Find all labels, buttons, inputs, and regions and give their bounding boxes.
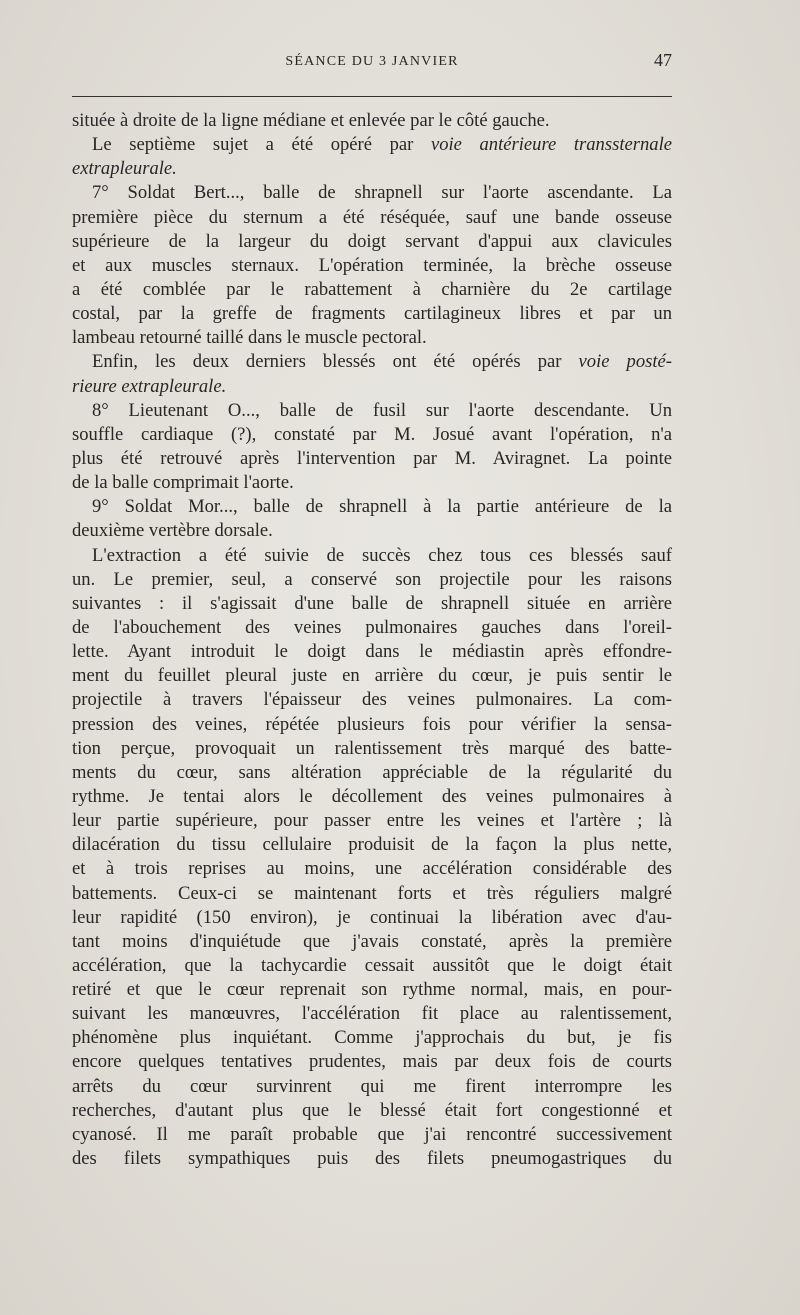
text-line bbox=[72, 471, 672, 495]
text-line bbox=[72, 713, 672, 737]
text-line-content: leur rapidité (150 environ), je continuai la libération avec d'au- bbox=[72, 906, 672, 928]
text-line-content: ment du feuillet pleural juste en arrière du cœur, je puis sentir le bbox=[72, 665, 672, 687]
text-line-content: rythme. Je tentai alors le décollement des veines pulmonaires à bbox=[72, 785, 672, 807]
text-line-content: tion perçue, provoquait un ralentissement très marqué des batte- bbox=[72, 737, 672, 759]
text-line-content: 7° Soldat Bert..., balle de shrapnell sur l'aorte ascendante. La bbox=[92, 182, 672, 204]
text-line bbox=[72, 278, 672, 302]
text-line bbox=[72, 833, 672, 857]
text-line bbox=[72, 616, 672, 640]
text-line-content: recherches, d'autant plus que le blessé était fort congestionné et bbox=[72, 1099, 672, 1121]
text-line bbox=[72, 568, 672, 592]
text-line-content: de la balle comprimait l'aorte. bbox=[72, 472, 294, 494]
text-line-content: retiré et que le cœur reprenait son rythme normal, mais, en pour- bbox=[72, 979, 672, 1001]
text-line-content: 9° Soldat Mor..., balle de shrapnell à la partie antérieure de la bbox=[92, 496, 672, 518]
text-line bbox=[72, 906, 672, 930]
text-line bbox=[72, 785, 672, 809]
text-line-content: suivant les manœuvres, l'accélération fit place au ralentissement, bbox=[72, 1003, 672, 1025]
text-line-content: tant moins d'inquiétude que j'avais constaté, après la première bbox=[72, 930, 672, 952]
text-line-content: pression des veines, répétée plusieurs fois pour vérifier la sensa- bbox=[72, 713, 672, 735]
text-line bbox=[72, 1026, 672, 1050]
text-line-content: et à trois reprises au moins, une accélération considérable des bbox=[72, 858, 672, 880]
text-line-content: des filets sympathiques puis des filets pneumogastriques du bbox=[72, 1148, 672, 1170]
text-line bbox=[72, 1123, 672, 1147]
text-line bbox=[72, 133, 672, 157]
text-line bbox=[72, 181, 672, 205]
text-line bbox=[72, 1099, 672, 1123]
text-line-content: costal, par la greffe de fragments cartilagineux libres et par un bbox=[72, 303, 672, 325]
text-line bbox=[72, 399, 672, 423]
text-line bbox=[72, 544, 672, 568]
text-line-content: encore quelques tentatives prudentes, mais par deux fois de courts bbox=[72, 1051, 672, 1073]
text-line-content: ments du cœur, sans altération appréciable de la régularité du bbox=[72, 761, 672, 783]
text-line-content: L'extraction a été suivie de succès chez tous ces blessés sauf bbox=[92, 544, 672, 566]
text-line bbox=[72, 930, 672, 954]
text-line bbox=[72, 592, 672, 616]
text-line bbox=[72, 375, 672, 399]
text-line-content: souffle cardiaque (?), constaté par M. Josué avant l'opération, n'a bbox=[72, 423, 672, 445]
text-line bbox=[72, 302, 672, 326]
text-line bbox=[72, 688, 672, 712]
text-line-content: phénomène plus inquiétant. Comme j'approchais du but, je fis bbox=[72, 1027, 672, 1049]
running-header bbox=[72, 50, 672, 74]
text-line-content: première pièce du sternum a été réséquée, sauf une bande osseuse bbox=[72, 206, 672, 228]
text-line bbox=[72, 495, 672, 519]
text-line-content: cyanosé. Il me paraît probable que j'ai rencontré successivement bbox=[72, 1123, 672, 1145]
italic-phrase: rieure extrapleurale. bbox=[72, 375, 227, 397]
text-line-content: accélération, que la tachycardie cessait aussitôt que le doigt était bbox=[72, 954, 672, 976]
text-line bbox=[72, 109, 672, 133]
text-line bbox=[72, 326, 672, 350]
text-line bbox=[72, 664, 672, 688]
text-line-content: située à droite de la ligne médiane et enlevée par le côté gauche. bbox=[72, 110, 550, 131]
text-line-content: a été comblée par le rabattement à charnière du 2e cartilage bbox=[72, 278, 672, 300]
header-rule bbox=[72, 96, 672, 97]
text-line bbox=[72, 737, 672, 761]
text-line-content: 8° Lieutenant O..., balle de fusil sur l'aorte descendante. Un bbox=[92, 399, 672, 421]
text-line-content: suivantes : il s'agissait d'une balle de shrapnell située en arrière bbox=[72, 592, 672, 614]
text-line-content: de l'abouchement des veines pulmonaires gauches dans l'oreil- bbox=[72, 616, 672, 638]
text-line-content: plus été retrouvé après l'intervention par M. Aviragnet. La pointe bbox=[72, 447, 672, 469]
text-line-content: leur partie supérieure, pour passer entre les veines et l'artère ; là bbox=[72, 810, 672, 832]
text-line-content: lette. Ayant introduit le doigt dans le médiastin après effondre- bbox=[72, 641, 672, 663]
text-line-content: Le septième sujet a été opéré par bbox=[92, 134, 431, 156]
text-line-content: lambeau retourné taillé dans le muscle pectoral. bbox=[72, 327, 427, 349]
text-line bbox=[72, 882, 672, 906]
text-line bbox=[72, 857, 672, 881]
text-line bbox=[72, 1050, 672, 1074]
text-line bbox=[72, 157, 672, 181]
text-line-content: battements. Ceux-ci se maintenant forts et très réguliers malgré bbox=[72, 882, 672, 904]
body-text bbox=[72, 109, 672, 1171]
text-line bbox=[72, 954, 672, 978]
text-line bbox=[72, 1002, 672, 1026]
text-line bbox=[72, 640, 672, 664]
text-line-content: et aux muscles sternaux. L'opération terminée, la brèche osseuse bbox=[72, 254, 672, 276]
text-line bbox=[72, 978, 672, 1002]
page-number: 47 bbox=[654, 50, 672, 70]
text-line bbox=[72, 423, 672, 447]
text-line-content: projectile à travers l'épaisseur des veines pulmonaires. La com- bbox=[72, 689, 672, 711]
text-line bbox=[72, 350, 672, 374]
text-line bbox=[72, 761, 672, 785]
text-line bbox=[72, 519, 672, 543]
text-line-content: dilacération du tissu cellulaire produisit de la façon la plus nette, bbox=[72, 834, 672, 856]
italic-phrase: voie posté- bbox=[578, 351, 672, 373]
text-line-content: arrêts du cœur survinrent qui me firent interrompre les bbox=[72, 1075, 672, 1097]
text-line-content: un. Le premier, seul, a conservé son projectile pour les raisons bbox=[72, 568, 672, 590]
text-line-content: supérieure de la largeur du doigt servant d'appui aux clavicules bbox=[72, 230, 672, 252]
text-line bbox=[72, 230, 672, 254]
italic-phrase: extrapleurale. bbox=[72, 158, 177, 180]
text-line-content: deuxième vertèbre dorsale. bbox=[72, 520, 273, 542]
text-line bbox=[72, 1075, 672, 1099]
text-line bbox=[72, 809, 672, 833]
text-line-content: Enfin, les deux derniers blessés ont été opérés par bbox=[92, 351, 579, 373]
running-title: SÉANCE DU 3 JANVIER bbox=[285, 54, 459, 69]
text-line bbox=[72, 1147, 672, 1171]
italic-phrase: voie antérieure transsternale bbox=[430, 134, 672, 156]
text-line bbox=[72, 206, 672, 230]
text-line bbox=[72, 254, 672, 278]
text-line bbox=[72, 447, 672, 471]
